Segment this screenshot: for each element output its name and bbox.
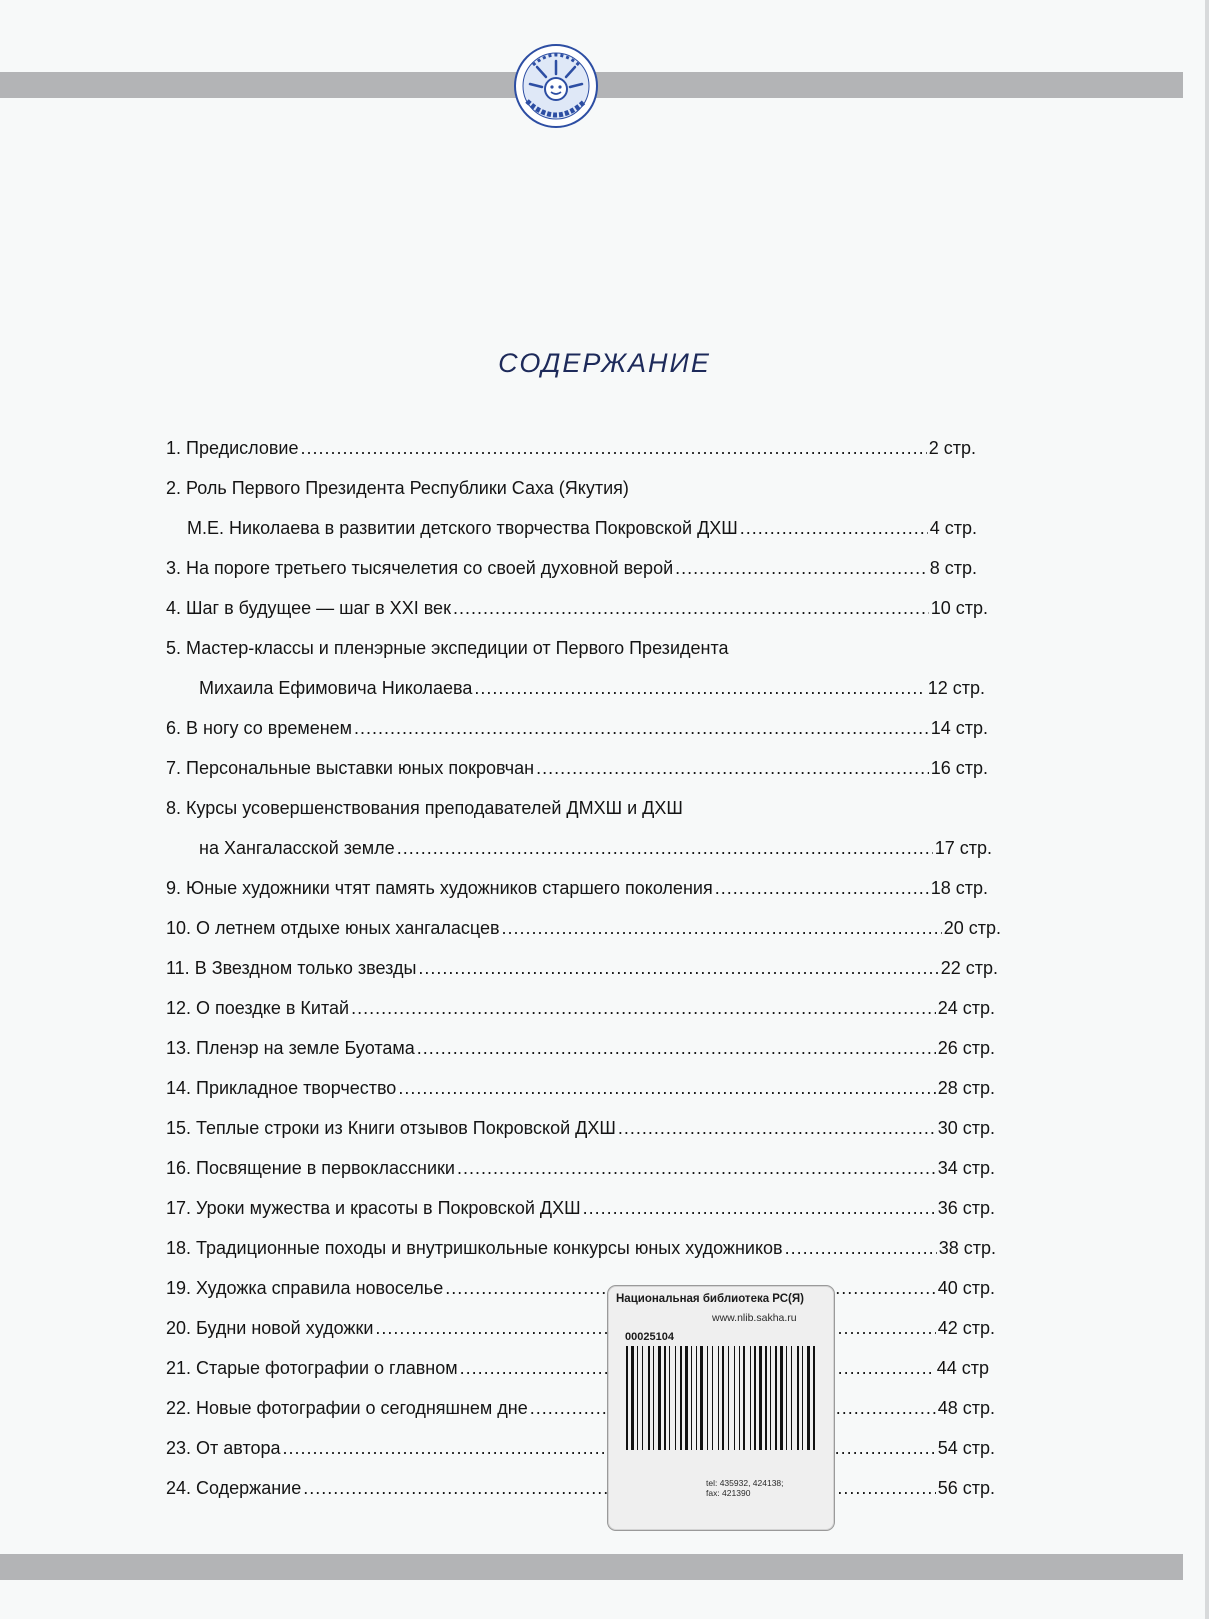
barcode-bar (791, 1346, 792, 1450)
toc-entry-page: 44 стр (936, 1358, 989, 1378)
toc-entry (166, 1275, 995, 1301)
page-title: СОДЕРЖАНИЕ (498, 348, 711, 378)
toc-entry-title: на Хангаласской земле (199, 838, 395, 858)
toc-entry-title: 18. Традиционные походы и внутришкольные конкурсы юных художников (166, 1238, 783, 1258)
toc-entry (166, 1195, 995, 1221)
toc-entry-page: 40 стр. (937, 1278, 995, 1298)
library-tel: tel: 435932, 424138; (706, 1478, 784, 1488)
toc-entry-page: 30 стр. (937, 1118, 995, 1138)
toc-entry-title: 17. Уроки мужества и красоты в Покровской ДХШ (166, 1198, 581, 1218)
toc-entry-page: 18 стр. (930, 878, 988, 898)
toc-entry (166, 1235, 996, 1261)
barcode-bar (664, 1346, 666, 1450)
toc-entry (166, 1035, 995, 1061)
barcode-bar (759, 1346, 762, 1450)
toc-entry-title: 4. Шаг в будущее — шаг в XXI век (166, 598, 451, 618)
toc-entry-title: М.Е. Николаева в развитии детского творчества Покровской ДХШ (187, 518, 738, 538)
toc-entry-page: 10 стр. (930, 598, 988, 618)
toc-entry-title: 11. В Звездном только звезды (166, 958, 417, 978)
toc-entry-page: 26 стр. (937, 1038, 995, 1058)
toc-entry-page: 22 стр. (940, 958, 998, 978)
barcode-bar (658, 1346, 661, 1450)
barcode-icon (624, 1346, 820, 1450)
toc-entry-page: 17 стр. (934, 838, 992, 858)
toc-entry-title: 13. Пленэр на земле Буотама (166, 1038, 415, 1058)
toc-entry-title: 7. Персональные выставки юных покровчан (166, 758, 535, 778)
barcode-bar (775, 1346, 777, 1450)
toc-entry (166, 555, 977, 581)
toc-entry-title: 10. О летнем отдыхе юных хангаласцев (166, 918, 500, 938)
toc-entry (166, 995, 995, 1021)
page-edge (1205, 0, 1209, 1619)
toc-entry-title: 21. Старые фотографии о главном (166, 1358, 458, 1378)
toc-entry-title: 23. От автора (166, 1438, 281, 1458)
school-logo-icon (513, 43, 599, 129)
toc-entry-page: 14 стр. (930, 718, 988, 738)
toc-entry (166, 1115, 995, 1141)
barcode-bar (722, 1346, 724, 1450)
barcode-bar (770, 1346, 771, 1450)
toc-entry (166, 1075, 995, 1101)
barcode-bar (765, 1346, 767, 1450)
toc-entry-page: 12 стр. (927, 678, 985, 698)
library-fax: fax: 421390 (706, 1488, 751, 1498)
barcode-bar (734, 1346, 735, 1450)
barcode-number: 00025104 (625, 1331, 674, 1343)
toc-entry-page: 36 стр. (937, 1198, 995, 1218)
barcode-bar (669, 1346, 670, 1450)
toc-entry (166, 875, 988, 901)
barcode-bar (653, 1346, 654, 1450)
barcode-bar (739, 1346, 740, 1450)
barcode-bar (696, 1346, 697, 1450)
barcode-bar (675, 1346, 676, 1450)
barcode-bar (743, 1346, 745, 1450)
toc-entry-page: 24 стр. (937, 998, 995, 1018)
toc-entry-page: 34 стр. (937, 1158, 995, 1178)
barcode-bar (728, 1346, 729, 1450)
toc-entry-page: 28 стр. (937, 1078, 995, 1098)
barcode-bar (642, 1346, 643, 1450)
toc-entry-title: 1. Предисловие (166, 438, 299, 458)
toc-entry (166, 1355, 989, 1381)
toc-entry-page: 42 стр. (937, 1318, 995, 1338)
toc-entry-title: 16. Посвящение в первоклассники (166, 1158, 455, 1178)
barcode-bar (797, 1346, 799, 1450)
toc-entry-title: 3. На пороге третьего тысячелетия со своей духовной верой (166, 558, 674, 578)
barcode-bar (780, 1346, 783, 1450)
footer-bar (0, 1554, 1183, 1580)
barcode-bar (712, 1346, 713, 1450)
barcode-bar (631, 1346, 634, 1450)
library-contacts (706, 1478, 784, 1498)
barcode-bar (718, 1346, 719, 1450)
toc-entry-page: 16 стр. (930, 758, 988, 778)
toc-entry (166, 1155, 995, 1181)
library-site: www.nlib.sakha.ru (712, 1312, 797, 1324)
toc-entry-title: 20. Будни новой художки (166, 1318, 374, 1338)
toc-entry (166, 1475, 995, 1501)
toc-entry-page: 8 стр. (929, 558, 977, 578)
toc-entry (166, 1315, 995, 1341)
barcode-bar (680, 1346, 682, 1450)
toc-entry (166, 595, 988, 621)
toc-entry (187, 515, 977, 541)
toc-entry-title: 6. В ногу со временем (166, 718, 353, 738)
barcode-bar (750, 1346, 751, 1450)
barcode-bar (754, 1346, 756, 1450)
library-name: Национальная библиотека РС(Я) (616, 1293, 804, 1305)
barcode-bar (807, 1346, 810, 1450)
barcode-bar (637, 1346, 638, 1450)
barcode-bar (802, 1346, 803, 1450)
toc-entry-page: 48 стр. (937, 1398, 995, 1418)
barcode-bar (813, 1346, 815, 1450)
toc-entry-page: 38 стр. (938, 1238, 996, 1258)
toc-entry (199, 835, 992, 861)
toc-entry-page: 2 стр. (928, 438, 976, 458)
toc-entry (166, 715, 988, 741)
barcode-bar (685, 1346, 688, 1450)
toc-entry-title: 22. Новые фотографии о сегодняшнем дне (166, 1398, 528, 1418)
toc-entry (166, 1395, 995, 1421)
toc-entry-title: 24. Содержание (166, 1478, 302, 1498)
barcode-bar (707, 1346, 708, 1450)
toc-entry (199, 675, 985, 701)
toc-entry-title: 12. О поездке в Китай (166, 998, 350, 1018)
toc-entry-page: 54 стр. (937, 1438, 995, 1458)
barcode-bar (691, 1346, 692, 1450)
library-sticker (607, 1285, 835, 1531)
toc-entry (166, 755, 988, 781)
toc-entry (166, 435, 976, 461)
toc-entry-title: 14. Прикладное творчество (166, 1078, 397, 1098)
toc-entry-title: 8. Курсы усовершенствования преподавателей ДМХШ и ДХШ (166, 798, 683, 818)
barcode-bar (626, 1346, 628, 1450)
toc-entry-title: 15. Теплые строки из Книги отзывов Покровской ДХШ (166, 1118, 616, 1138)
toc-entry-title: Михаила Ефимовича Николаева (199, 678, 473, 698)
toc-entry (166, 915, 1001, 941)
toc-entry-title: 9. Юные художники чтят память художников старшего поколения (166, 878, 713, 898)
barcode-bar (700, 1346, 703, 1450)
barcode-bar (786, 1346, 787, 1450)
toc-entry-title: 19. Художка справила новоселье (166, 1278, 444, 1298)
toc-entry-page: 20 стр. (943, 918, 1001, 938)
toc-entry-page: 56 стр. (937, 1478, 995, 1498)
toc-entry-page: 4 стр. (929, 518, 977, 538)
toc-entry (166, 1435, 995, 1461)
barcode-bar (648, 1346, 650, 1450)
toc-entry-title: 2. Роль Первого Президента Республики Саха (Якутия) (166, 478, 629, 498)
toc-entry-title: 5. Мастер-классы и пленэрные экспедиции от Первого Президента (166, 638, 729, 658)
toc-entry (166, 955, 998, 981)
